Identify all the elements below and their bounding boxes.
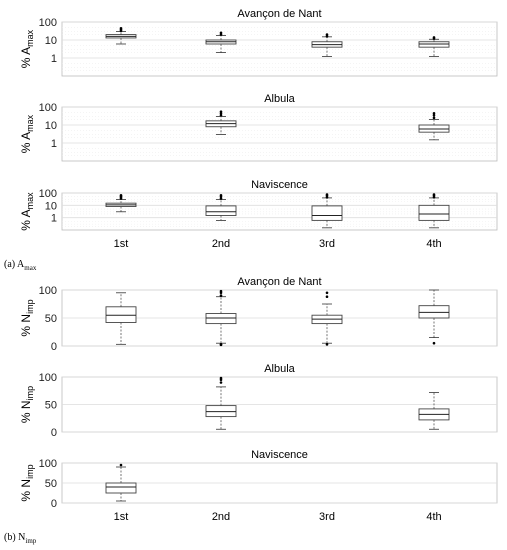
outlier-point [120, 27, 123, 30]
y-tick-label: 100 [38, 102, 57, 114]
x-tick-label: 4th [426, 511, 442, 523]
y-tick-label: 50 [44, 313, 57, 325]
outlier-point [326, 292, 329, 295]
caption-a: (a) $A_{max}$ [4, 259, 37, 272]
y-tick-label: 10 [44, 35, 57, 47]
outlier-point [326, 193, 329, 196]
outlier-point [220, 381, 223, 384]
box-iqr [419, 205, 449, 220]
panel-title: Avançon de Nant [237, 8, 322, 20]
y-axis-label: % $A_{max}$ [19, 114, 35, 154]
y-tick-label: 1 [50, 138, 57, 150]
outlier-point [120, 194, 123, 197]
x-tick-label: 3rd [319, 238, 335, 250]
box-iqr [312, 206, 342, 221]
y-tick-label: 0 [50, 341, 57, 353]
plot-frame [62, 22, 497, 76]
y-tick-label: 1 [50, 53, 57, 65]
y-tick-label: 10 [44, 120, 57, 132]
panel-title: Naviscence [251, 449, 308, 461]
box-iqr [206, 314, 236, 324]
outlier-point [433, 193, 436, 196]
outlier-point [326, 343, 329, 346]
y-axis-label: % $N_{imp}$ [19, 299, 35, 337]
panel-title: Naviscence [251, 179, 308, 191]
outlier-point [220, 194, 223, 197]
outlier-point [326, 295, 329, 298]
y-tick-label: 50 [44, 478, 57, 490]
y-tick-label: 100 [38, 285, 57, 297]
y-axis-label: % $A_{max}$ [19, 29, 35, 69]
outlier-point [326, 33, 329, 36]
box-iqr [106, 483, 136, 493]
plot-frame [62, 107, 497, 161]
y-axis-label: % $N_{imp}$ [19, 464, 35, 502]
chart-panel-6 [19, 449, 497, 523]
x-tick-label: 2nd [211, 238, 231, 250]
y-tick-label: 50 [44, 399, 57, 412]
outlier-point [433, 112, 436, 115]
y-tick-label: 100 [38, 458, 57, 470]
outlier-point [433, 36, 436, 39]
chart-panel-3 [19, 179, 497, 250]
panel-title: Albula [264, 363, 295, 375]
caption-b: (b) $N_{imp}$ [4, 532, 37, 545]
box-iqr [206, 206, 236, 216]
outlier-point [220, 290, 223, 293]
chart-panel-4 [19, 276, 497, 353]
chart-panel-1 [19, 8, 497, 76]
outlier-point [220, 32, 223, 35]
x-tick-label: 1st [113, 511, 129, 523]
y-axis-label: % $A_{max}$ [19, 192, 35, 231]
x-tick-label: 3rd [319, 511, 335, 523]
y-tick-label: 100 [38, 188, 57, 200]
outlier-point [220, 294, 223, 297]
y-tick-label: 0 [50, 498, 57, 510]
y-tick-label: 100 [38, 17, 57, 29]
y-tick-label: 100 [38, 372, 57, 384]
panel-title: Avançon de Nant [237, 276, 322, 288]
outlier-point [220, 343, 223, 346]
x-tick-label: 1st [113, 238, 129, 250]
chart-panel-2 [19, 93, 497, 161]
x-tick-label: 4th [426, 238, 442, 250]
box-iqr [106, 307, 136, 323]
y-tick-label: 1 [50, 212, 57, 225]
box-iqr [419, 306, 449, 318]
chart-panel-5 [19, 363, 497, 439]
outlier-point [220, 110, 223, 113]
outlier-point [120, 464, 123, 467]
y-tick-label: 0 [50, 427, 57, 439]
outlier-point [220, 377, 223, 380]
x-tick-label: 2nd [211, 511, 231, 523]
y-tick-label: 10 [44, 200, 57, 213]
panel-title: Albula [264, 93, 295, 105]
box-iqr [206, 406, 236, 417]
y-axis-label: % $N_{imp}$ [19, 385, 35, 424]
outlier-point [433, 342, 436, 345]
outlier-point [433, 117, 436, 120]
